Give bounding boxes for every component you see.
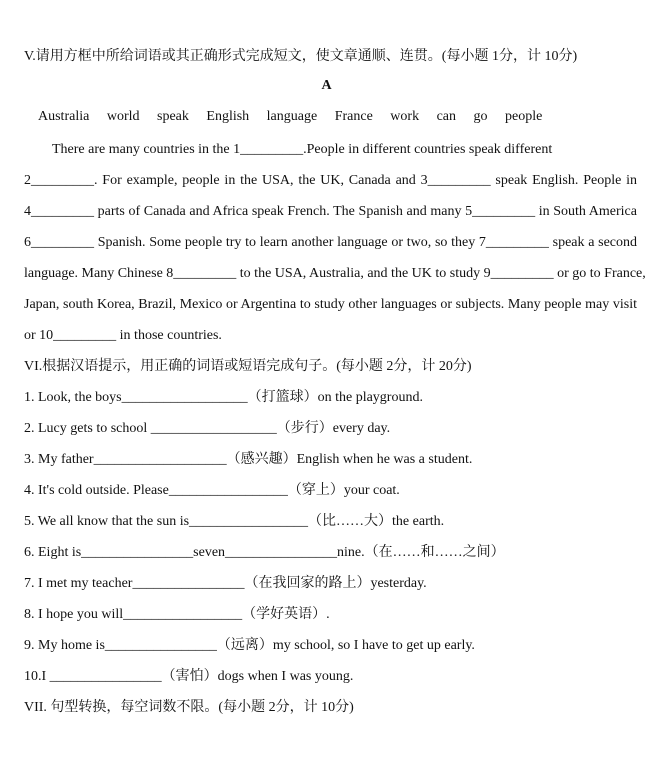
section7-heading: VII. 句型转换，每空词数不限。(每小题 2分，计 10分)	[24, 700, 354, 715]
sentence-item: 10.I ________________（害怕）dogs when I was young.	[24, 669, 354, 684]
section6-heading: VI.根据汉语提示，用正确的词语或短语完成句子。(每小题 2分，计 20分)	[24, 359, 472, 374]
passage-line: There are many countries in the 1_________.People in different countries speak different	[52, 142, 553, 157]
passage-line: language. Many Chinese 8_________ to the USA, Australia, and the UK to study 9_________ or go to France,	[24, 266, 646, 281]
word-bank	[38, 109, 556, 125]
sentence-item: 5. We all know that the sun is_________________（比……大）the earth.	[24, 514, 445, 529]
word-bank-item: people	[505, 109, 543, 124]
sentence-item: 1. Look, the boys__________________（打篮球）on the playground.	[24, 390, 423, 405]
word-bank-item: can	[436, 109, 457, 124]
word-bank-item: Australia	[38, 109, 90, 124]
sentence-item: 3. My father___________________（感兴趣）English when he was a student.	[24, 452, 473, 467]
sentence-item: 6. Eight is________________seven________________nine.（在……和……之间）	[24, 545, 505, 560]
sentence-item: 2. Lucy gets to school __________________（步行）every day.	[24, 421, 391, 436]
section5-heading: V.请用方框中所给词语或其正确形式完成短文，使文章通顺、连贯。(每小题 1分，计 10分)	[24, 49, 578, 64]
word-bank-item: work	[390, 109, 420, 124]
word-bank-item: English	[206, 109, 250, 124]
sentence-item: 7. I met my teacher________________（在我回家的路上）yesterday.	[24, 576, 427, 591]
word-bank-item: speak	[157, 109, 189, 124]
passage-line: 6_________ Spanish. Some people try to learn another language or two, so they 7_________ speak a second	[24, 235, 637, 250]
passage-line: 4_________ parts of Canada and Africa speak French. The Spanish and many 5_________ in South America	[24, 204, 637, 219]
passage-line: 2_________. For example, people in the USA, the UK, Canada and 3_________ speak English. People in	[24, 173, 637, 188]
passage-label: A	[321, 78, 332, 93]
word-bank-item: France	[334, 109, 373, 124]
passage-line: Japan, south Korea, Brazil, Mexico or Argentina to study other languages or subjects. Many people may visit	[24, 297, 637, 312]
sentence-item: 8. I hope you will_________________（学好英语）.	[24, 607, 330, 622]
sentence-item: 9. My home is________________（远离）my school, so I have to get up early.	[24, 638, 475, 653]
sentence-item: 4. It's cold outside. Please_________________（穿上）your coat.	[24, 483, 400, 498]
word-bank-item: go	[473, 109, 488, 124]
word-bank-item: world	[106, 109, 140, 124]
word-bank-item: language	[266, 109, 318, 124]
passage-line: or 10_________ in those countries.	[24, 328, 222, 343]
